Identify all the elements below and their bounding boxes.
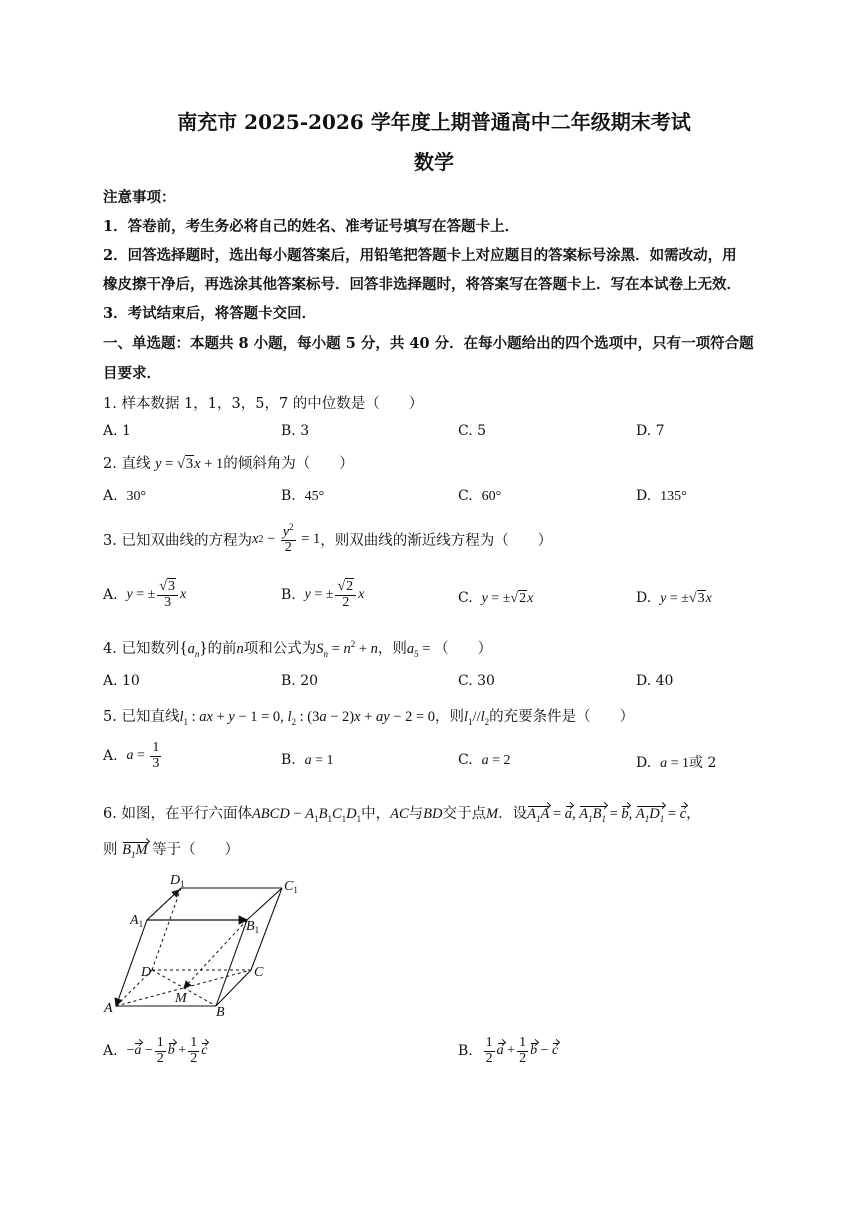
q3-prefix: 3. 已知双曲线的方程为 bbox=[103, 533, 252, 550]
q6-option-a: A. − a − $\frac{1}{2}$ b + $\frac{1}{2}$ c bbox=[103, 1035, 208, 1066]
q1-stem: 1. 样本数据 1，1，3，5，7 的中位数是（ ） bbox=[103, 396, 424, 412]
label-b1: $B_1$ bbox=[246, 919, 260, 935]
q1-option-d: D. 7 bbox=[636, 423, 665, 439]
notice-heading: 注意事项： bbox=[103, 189, 176, 206]
q4-stem: 4. 已知数列$\{a_n\}$的前n项和公式为$S_n = n^2 + n$，则$a_5$ = （ ） bbox=[103, 638, 493, 659]
q4-option-b: B. 20 bbox=[281, 673, 319, 689]
q2-line-equation: y bbox=[155, 456, 162, 472]
label-c1: $C_1$ bbox=[284, 879, 298, 895]
q2-option-d: D. 135° bbox=[636, 488, 687, 504]
label-d1: $D_1$ bbox=[170, 873, 185, 889]
label-c: C bbox=[254, 965, 264, 980]
q5-option-b: B. a = 1 bbox=[281, 752, 334, 768]
label-m: M bbox=[175, 991, 187, 1006]
q4-option-d: D. 40 bbox=[636, 673, 674, 689]
exam-title: 南充市 2025-2026 学年度上期普通高中二年级期末考试 bbox=[177, 110, 691, 134]
q5-option-c: C. a = 2 bbox=[458, 752, 511, 768]
q2-option-c: C. 60° bbox=[458, 488, 502, 504]
section-1-line-2: 目要求． bbox=[103, 365, 161, 382]
q3-fraction: $\frac{y^2}{2}$ bbox=[282, 522, 294, 556]
q1-option-b: B. 3 bbox=[281, 423, 310, 439]
q4-option-a: A. 10 bbox=[103, 673, 140, 689]
label-d: D bbox=[141, 965, 152, 980]
q6-stem-line-1: 6. 如图，在平行六面体ABCD − $A_1B_1C_1D_1$中，AC与BD交于点M．设$A_1A = a$, $A_1B_1 = b$, $A_1D_1 = c$， bbox=[103, 806, 701, 824]
parallelepiped-figure bbox=[100, 868, 300, 1018]
q1-option-a: A. 1 bbox=[103, 423, 131, 439]
notice-item-2-line-2: 橡皮擦干净后，再选涂其他答案标号．回答非选择题时，将答案写在答题卡上．写在本试卷上无效． bbox=[103, 276, 741, 293]
q3-stem: 3. 已知双曲线的方程为 x 2 − $\frac{y^2}{2}$ = 1 ，则双曲线的渐近线方程为（ ） bbox=[103, 522, 553, 556]
q5-option-d: D. a = 1或 2 bbox=[636, 755, 717, 771]
label-a1: $A_1$ bbox=[130, 913, 144, 929]
q2-prefix: 2. 直线 bbox=[103, 456, 151, 472]
q4-option-c: C. 30 bbox=[458, 673, 495, 689]
q2-stem: 2. 直线 y = √3x + 1的倾斜角为（ ） bbox=[103, 456, 354, 472]
q3-option-b: B. y = ± $\frac{√2}{2}$ x bbox=[281, 579, 365, 610]
notice-item-3: 3．考试结束后，将答题卡交回． bbox=[103, 305, 317, 322]
q3-suffix: ，则双曲线的渐近线方程为（ ） bbox=[320, 533, 553, 550]
q6-option-b: B. $\frac{1}{2}$ a + $\frac{1}{2}$ b − c bbox=[458, 1035, 559, 1066]
q3-option-c: C. y = ±√2x bbox=[458, 590, 534, 606]
subject-title: 数学 bbox=[414, 150, 454, 174]
q2-suffix: 的倾斜角为（ ） bbox=[223, 456, 354, 472]
notice-item-1: 1．答卷前，考生务必将自己的姓名、准考证号填写在答题卡上． bbox=[103, 218, 520, 235]
q2-option-a: A. 30° bbox=[103, 488, 147, 504]
q5-option-a: A. a = $\frac{1}{3}$ bbox=[103, 740, 160, 771]
q6-stem-line-2: 则 $B_1M$ 等于（ ） bbox=[103, 842, 240, 860]
q1-option-c: C. 5 bbox=[458, 423, 487, 439]
q2-option-b: B. 45° bbox=[281, 488, 325, 504]
section-1-line-1: 一、单选题：本题共 8 小题，每小题 5 分，共 40 分．在每小题给出的四个选项中，只有一项符合题 bbox=[103, 335, 754, 352]
q3-option-a: A. y = ± $\frac{√3}{3}$ x bbox=[103, 579, 187, 610]
notice-item-2-line-1: 2．回答选择题时，选出每小题答案后，用铅笔把答题卡上对应题目的答案标号涂黑．如需改动，用 bbox=[103, 247, 737, 264]
q3-option-d: D. y = ±√3x bbox=[636, 590, 712, 606]
label-b: B bbox=[216, 1005, 225, 1018]
q5-stem: 5. 已知直线$l_1$ : ax + y − 1 = 0, $l_2$ : (3a − 2)x + ay − 2 = 0，则$l_1//l_2$的充要条件是（ ） bbox=[103, 709, 635, 727]
label-a: A bbox=[104, 1001, 113, 1016]
